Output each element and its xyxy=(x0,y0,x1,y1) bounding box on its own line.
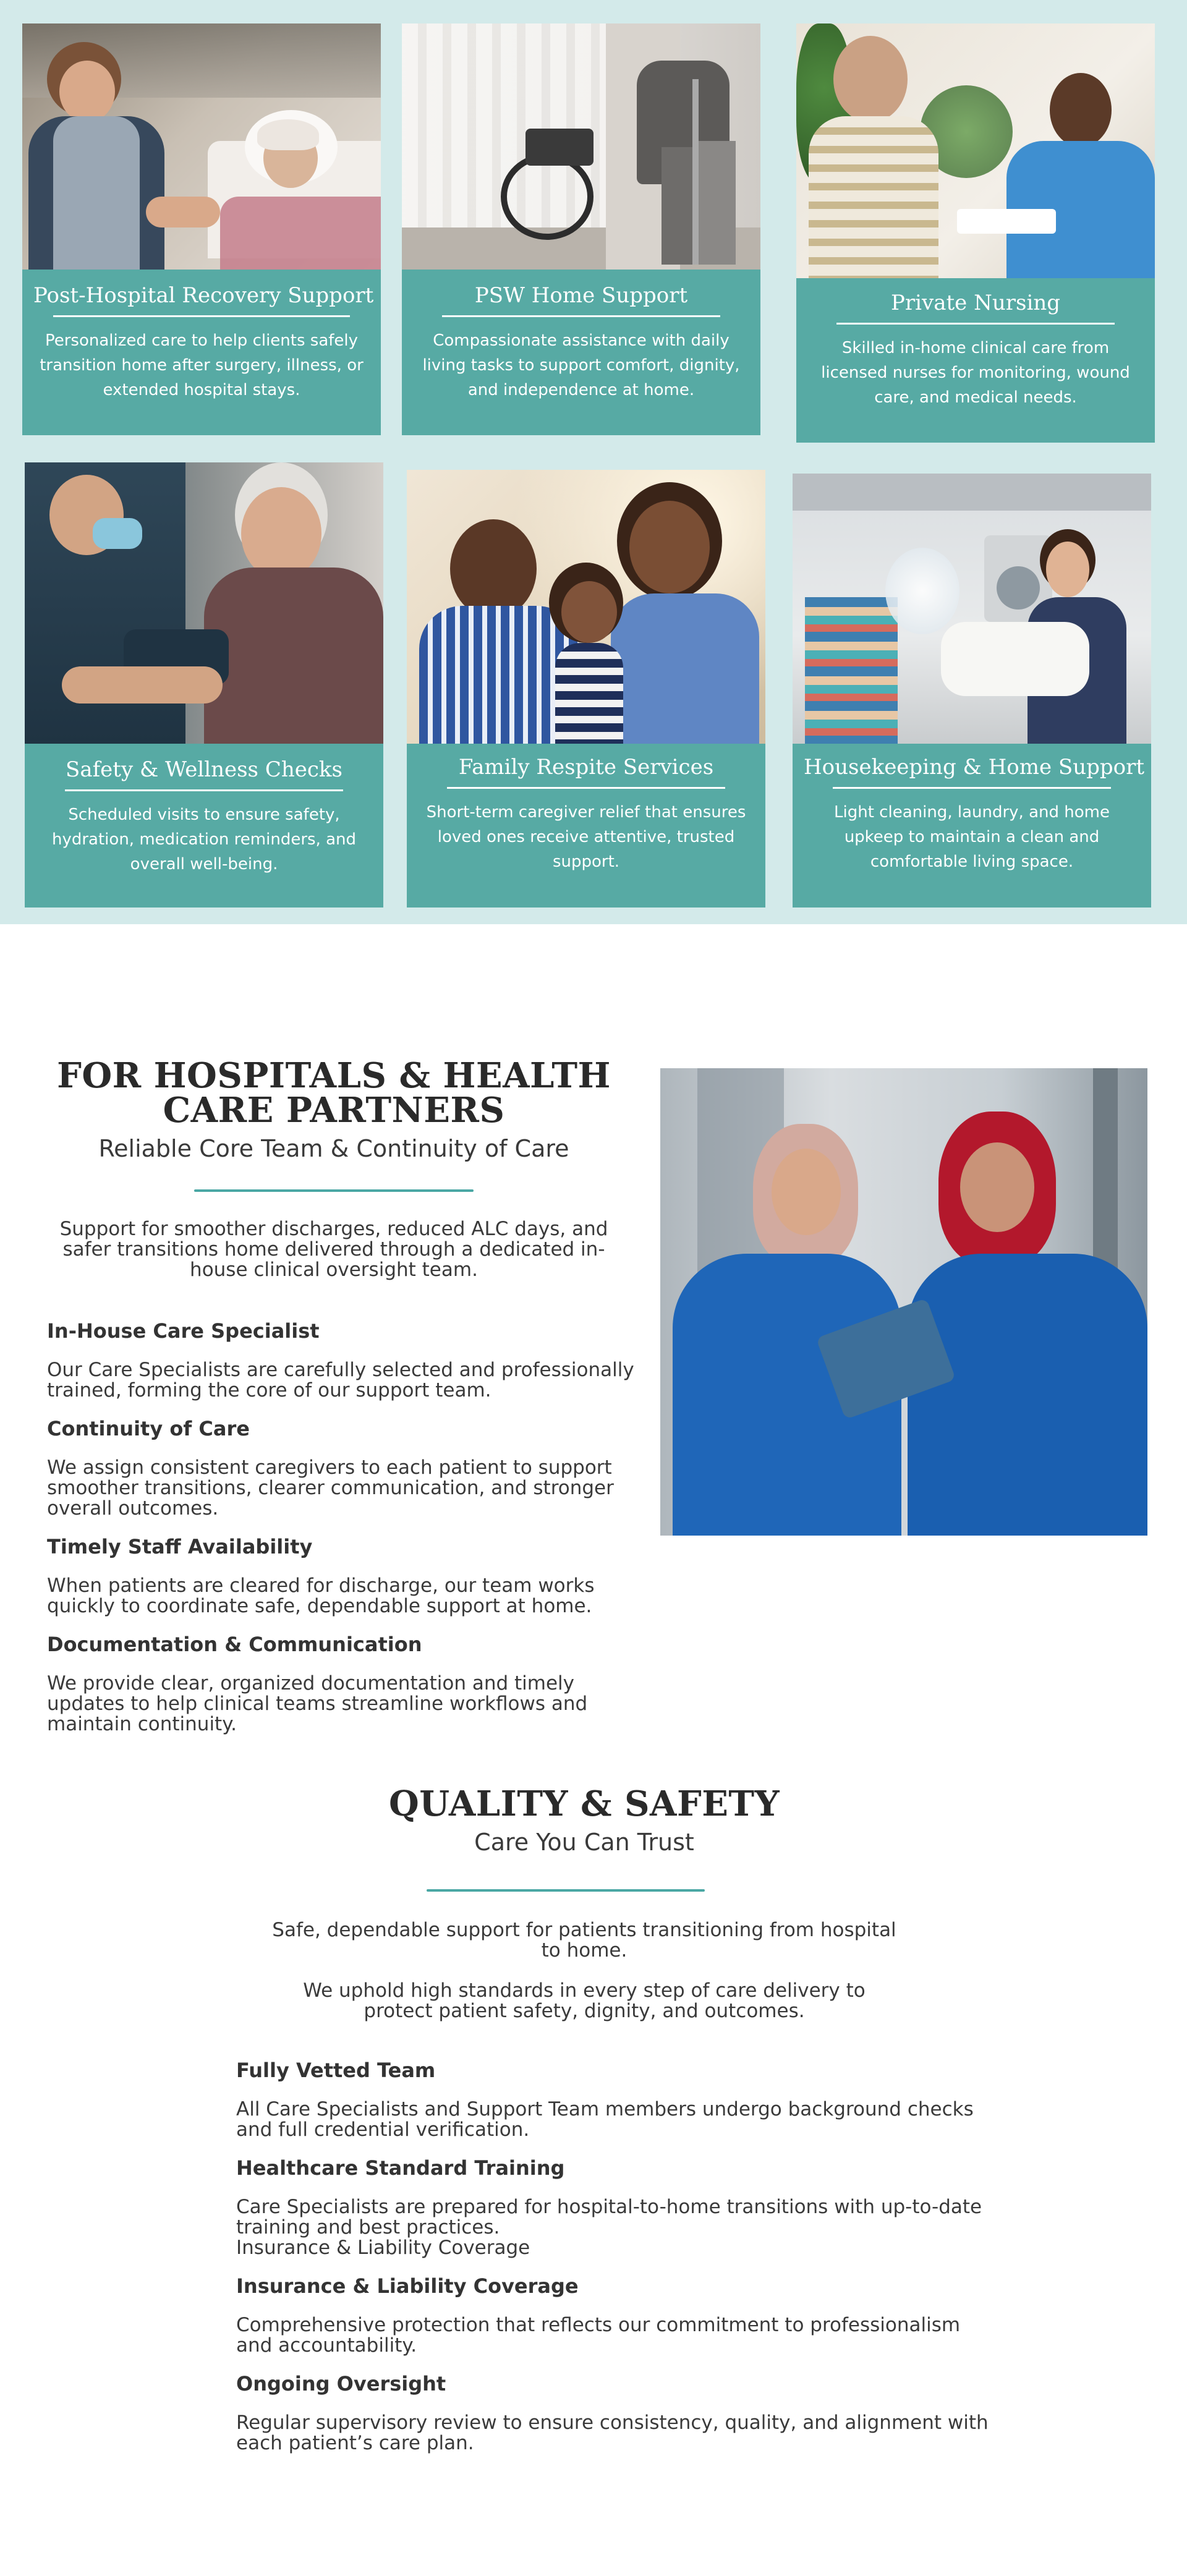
caption-divider xyxy=(836,323,1115,325)
partners-intro: Support for smoother discharges, reduced ALC days, and safer transitions home delivered through a dedicated in-house clinical oversight team. xyxy=(59,1218,608,1281)
feature-title: Timely Staff Availability xyxy=(47,1535,313,1558)
services-section xyxy=(0,0,1187,924)
partners-feature-staff-availability xyxy=(47,1535,647,1617)
feature-title: In-House Care Specialist xyxy=(47,1319,320,1343)
quality-intro-2: We uphold high standards in every step of care delivery to protect patient safety, dignity, and outcomes. xyxy=(303,1979,866,2022)
quality-subheading: Care You Can Trust xyxy=(474,1829,694,1856)
quality-heading: QUALITY & SAFETY xyxy=(388,1783,780,1824)
family-embrace-photo xyxy=(407,470,765,744)
partners-subheading: Reliable Core Team & Continuity of Care xyxy=(98,1135,569,1162)
caption-divider xyxy=(833,787,1111,789)
feature-title: Fully Vetted Team xyxy=(236,2059,436,2082)
service-card-title: Safety & Wellness Checks xyxy=(66,757,342,782)
partners-feature-in-house xyxy=(47,1319,647,1401)
feature-text: We provide clear, organized documentation and timely updates to help clinical teams streamline workflows and maintain continuity. xyxy=(47,1672,588,1735)
service-card-private-nursing xyxy=(796,23,1155,443)
quality-divider xyxy=(427,1889,705,1892)
feature-text: Care Specialists are prepared for hospital-to-home transitions with up-to-date training and best practices. Insurance & Liability Coverage xyxy=(236,2196,982,2259)
service-card-caption xyxy=(402,270,760,435)
two-nurses-with-tablet-photo xyxy=(660,1068,1147,1536)
feature-text: Regular supervisory review to ensure consistency, quality, and alignment with each patient’s care plan. xyxy=(236,2412,989,2454)
feature-title: Insurance & Liability Coverage xyxy=(236,2274,579,2298)
service-card-description: Personalized care to help clients safely transition home after surgery, illness, or extended hospital stays. xyxy=(40,331,364,399)
service-card-caption xyxy=(793,744,1151,908)
quality-feature-vetted-team xyxy=(236,2059,997,2140)
partners-feature-documentation xyxy=(47,1633,647,1735)
service-card-title: Post-Hospital Recovery Support xyxy=(33,283,374,308)
partners-divider xyxy=(194,1189,474,1192)
service-card-title: Private Nursing xyxy=(891,291,1060,315)
laundry-folding-photo xyxy=(793,474,1151,744)
caption-divider xyxy=(53,315,350,317)
feature-text: We assign consistent caregivers to each patient to support smoother transitions, clearer communication, and stronger overall outcomes. xyxy=(47,1456,614,1520)
caption-divider xyxy=(447,787,725,789)
service-card-caption xyxy=(25,744,383,908)
service-card-title: Housekeeping & Home Support xyxy=(804,755,1145,780)
service-card-description: Light cleaning, laundry, and home upkeep to maintain a clean and comfortable living space. xyxy=(834,803,1110,871)
service-card-description: Compassionate assistance with daily living tasks to support comfort, dignity, and independence at home. xyxy=(422,331,740,399)
service-card-post-hospital-recovery xyxy=(22,23,381,435)
service-card-family-respite xyxy=(407,470,765,908)
service-card-safety-wellness xyxy=(25,462,383,908)
nurse-with-client-photo xyxy=(796,23,1155,278)
partners-feature-continuity xyxy=(47,1417,647,1519)
service-card-caption xyxy=(407,744,765,908)
service-card-caption xyxy=(796,278,1155,443)
quality-feature-insurance xyxy=(236,2274,997,2356)
feature-title: Continuity of Care xyxy=(47,1417,250,1440)
service-card-housekeeping xyxy=(793,474,1151,908)
quality-feature-oversight xyxy=(236,2372,997,2454)
service-card-description: Scheduled visits to ensure safety, hydration, medication reminders, and overall well-being. xyxy=(52,806,356,874)
caption-divider xyxy=(65,789,343,791)
caregiver-with-patient-in-bed-photo xyxy=(22,23,381,270)
service-card-title: Family Respite Services xyxy=(458,755,714,780)
service-card-caption xyxy=(22,270,381,435)
feature-title: Documentation & Communication xyxy=(47,1633,422,1656)
partners-heading: FOR HOSPITALS & HEALTH CARE PARTNERS xyxy=(57,1055,611,1131)
quality-feature-list xyxy=(236,2059,997,2470)
feature-title: Ongoing Oversight xyxy=(236,2372,446,2395)
feature-text: Our Care Specialists are carefully selected and professionally trained, forming the core of our support team. xyxy=(47,1359,634,1401)
feature-text: When patients are cleared for discharge, our team works quickly to coordinate safe, dependable support at home. xyxy=(47,1575,595,1617)
caption-divider xyxy=(442,315,720,317)
feature-text: All Care Specialists and Support Team members undergo background checks and full credential verification. xyxy=(236,2098,974,2141)
service-card-description: Skilled in-home clinical care from licensed nurses for monitoring, wound care, and medical needs. xyxy=(821,339,1130,407)
walking-assistance-photo xyxy=(402,23,760,270)
service-card-description: Short-term caregiver relief that ensures loved ones receive attentive, trusted support. xyxy=(426,803,746,871)
partners-feature-list xyxy=(47,1319,647,1751)
feature-text: Comprehensive protection that reflects our commitment to professionalism and accountability. xyxy=(236,2314,961,2357)
feature-title: Healthcare Standard Training xyxy=(236,2156,565,2180)
quality-intro-1: Safe, dependable support for patients transitioning from hospital to home. xyxy=(272,1919,896,1962)
service-card-title: PSW Home Support xyxy=(474,283,688,308)
quality-feature-training xyxy=(236,2156,997,2258)
service-card-psw-home-support xyxy=(402,23,760,435)
blood-pressure-check-photo xyxy=(25,462,383,744)
